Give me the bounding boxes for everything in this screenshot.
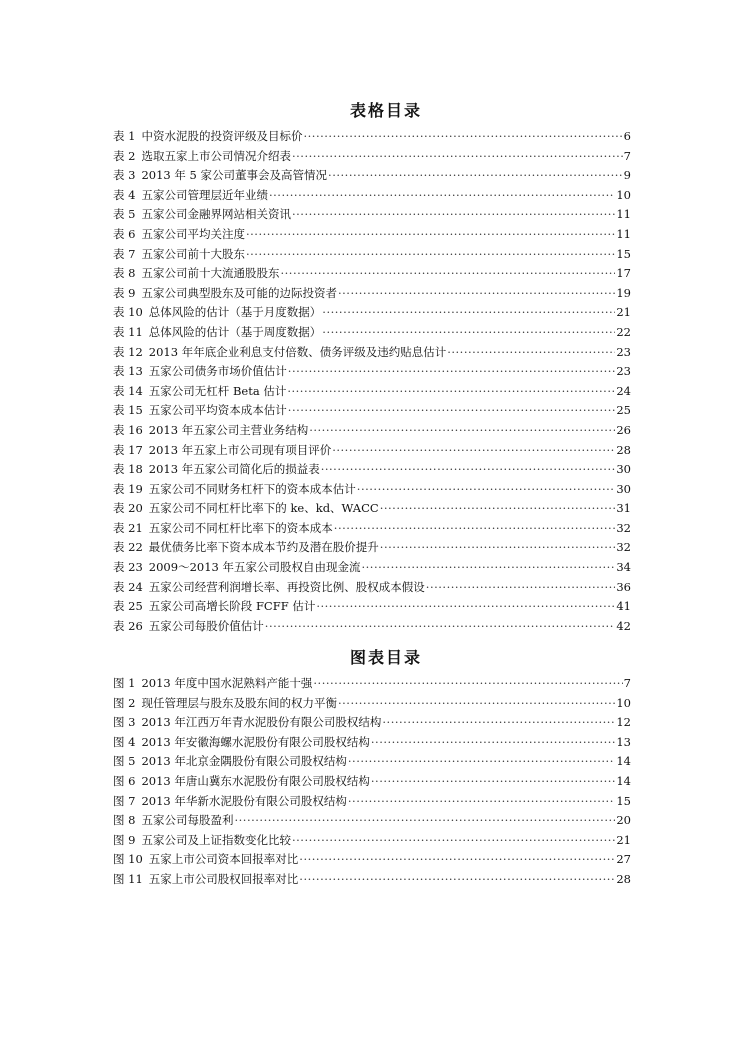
toc-figure-entry[interactable] (113, 773, 631, 793)
entry-page-number: 11 (616, 226, 631, 241)
toc-table-entry[interactable] (113, 579, 631, 599)
entry-label: 表 5 (113, 207, 136, 222)
dot-leader (303, 129, 622, 143)
entry-title: 2013 年年底企业利息支付倍数、债务评级及违约贴息估计 (148, 344, 447, 359)
dot-leader (382, 715, 615, 729)
entry-page-number: 21 (616, 832, 631, 847)
entry-label: 表 4 (113, 187, 136, 202)
entry-page-number: 41 (616, 599, 631, 614)
dot-leader (348, 754, 615, 768)
entry-title: 五家公司不同杠杆比率下的 ke、kd、WACC (148, 501, 379, 516)
entry-page-number: 36 (616, 579, 631, 594)
entry-page-number: 28 (616, 871, 631, 886)
dot-leader (234, 813, 615, 827)
entry-label: 表 11 (113, 324, 143, 339)
entry-page-number: 14 (616, 773, 631, 788)
entry-page-number: 23 (616, 364, 631, 379)
dot-leader (361, 560, 615, 574)
entry-page-number: 12 (616, 715, 631, 730)
entry-page-number: 25 (616, 403, 631, 418)
toc-table-entry[interactable] (113, 442, 631, 462)
entry-page-number: 10 (616, 695, 631, 710)
toc-figure-entry[interactable] (113, 714, 631, 734)
entry-page-number: 15 (616, 246, 631, 261)
toc-figure-entry[interactable] (113, 695, 631, 715)
entry-title: 2013 年度中国水泥熟料产能十强 (141, 676, 313, 690)
entry-label: 表 16 (113, 422, 143, 437)
dot-leader (316, 599, 615, 613)
entry-page-number: 14 (616, 754, 631, 769)
entry-page-number: 6 (623, 129, 631, 143)
dot-leader (371, 774, 615, 788)
toc-table-entry[interactable] (113, 363, 631, 383)
entry-label: 表 13 (113, 364, 143, 379)
toc-figure-entry[interactable] (113, 734, 631, 754)
dot-leader (380, 540, 616, 554)
toc-table-entry[interactable] (113, 383, 631, 403)
toc-figure-entry[interactable] (113, 753, 631, 773)
entry-page-number: 9 (623, 168, 631, 183)
entry-page-number: 32 (616, 520, 631, 535)
toc-table-entry[interactable] (113, 481, 631, 501)
entry-title: 五家上市公司股权回报率对比 (148, 871, 299, 886)
entry-label: 表 9 (113, 285, 136, 300)
toc-table-entry[interactable] (113, 206, 631, 226)
toc-table-entry[interactable] (113, 618, 631, 638)
entry-title: 2009～2013 年五家公司股权自由现金流 (148, 560, 361, 575)
entry-label: 表 7 (113, 246, 136, 261)
toc-table-entry[interactable] (113, 461, 631, 481)
entry-label: 表 15 (113, 403, 143, 418)
entry-title: 2013 年唐山冀东水泥股份有限公司股权结构 (141, 773, 370, 788)
entry-label: 表 22 (113, 540, 143, 555)
entry-title: 2013 年华新水泥股份有限公司股权结构 (141, 793, 347, 808)
entry-page-number: 32 (616, 540, 631, 555)
toc-figure-entry[interactable] (113, 832, 631, 852)
entry-label: 表 6 (113, 226, 136, 241)
entry-label: 图 11 (113, 871, 143, 886)
entry-title: 五家公司前十大流通股股东 (141, 266, 280, 281)
entry-page-number: 26 (616, 422, 631, 437)
toc-table-entry[interactable] (113, 285, 631, 305)
entry-page-number: 31 (616, 501, 631, 516)
entry-page-number: 28 (616, 442, 631, 457)
entry-label: 图 6 (113, 773, 136, 788)
entry-label: 图 7 (113, 793, 136, 808)
entry-title: 2013 年 5 家公司董事会及高管情况 (141, 168, 328, 183)
dot-leader (338, 696, 615, 710)
entry-page-number: 30 (616, 481, 631, 496)
entry-title: 五家公司每股盈利 (141, 813, 234, 828)
entry-page-number: 15 (616, 793, 631, 808)
dot-leader (246, 227, 615, 241)
entry-title: 五家公司经营利润增长率、再投资比例、股权成本假设 (148, 579, 425, 594)
toc-table-entry[interactable] (113, 422, 631, 442)
entry-label: 表 14 (113, 383, 143, 398)
dot-leader (313, 676, 622, 690)
toc-table-entry[interactable] (113, 598, 631, 618)
entry-title: 五家公司平均关注度 (141, 226, 245, 241)
entry-label: 表 21 (113, 520, 143, 535)
entry-title: 五家公司不同财务杠杆下的资本成本估计 (148, 481, 356, 496)
dot-leader (292, 833, 615, 847)
toc-table-entry[interactable] (113, 265, 631, 285)
dot-leader (322, 325, 615, 339)
entry-label: 图 2 (113, 695, 136, 710)
entry-title: 中资水泥股的投资评级及目标价 (141, 129, 303, 143)
entry-page-number: 10 (616, 187, 631, 202)
toc-table-entry[interactable] (113, 304, 631, 324)
entry-label: 表 10 (113, 305, 143, 320)
dot-leader (288, 403, 616, 417)
entry-title: 五家公司不同杠杆比率下的资本成本 (148, 520, 333, 535)
entry-label: 图 4 (113, 734, 136, 749)
toc-figure-entry[interactable] (113, 812, 631, 832)
toc-figure-entry[interactable] (113, 793, 631, 813)
dot-leader (309, 423, 615, 437)
dot-leader (447, 345, 615, 359)
dot-leader (299, 872, 615, 886)
dot-leader (332, 443, 615, 457)
toc-table-entry[interactable] (113, 246, 631, 266)
entry-label: 表 12 (113, 344, 143, 359)
toc-table-entry[interactable] (113, 500, 631, 520)
entry-label: 表 23 (113, 560, 143, 575)
entry-label: 图 8 (113, 813, 136, 828)
entry-title: 选取五家上市公司情况介绍表 (141, 148, 291, 163)
dot-leader (322, 305, 615, 319)
toc-table-entry[interactable] (113, 187, 631, 207)
entry-page-number: 42 (616, 618, 631, 633)
entry-title: 2013 年江西万年青水泥股份有限公司股权结构 (141, 715, 382, 730)
entry-page-number: 22 (616, 324, 631, 339)
entry-title: 五家公司及上证指数变化比较 (141, 832, 291, 847)
entry-label: 图 10 (113, 852, 143, 867)
entry-page-number: 20 (616, 813, 631, 828)
toc-table-entry[interactable] (113, 402, 631, 422)
entry-title: 2013 年五家上市公司现有项目评价 (148, 442, 332, 457)
entry-title: 五家公司典型股东及可能的边际投资者 (141, 285, 337, 300)
entry-title: 五家公司金融界网站相关资讯 (141, 207, 291, 222)
entry-title: 五家公司前十大股东 (141, 246, 245, 261)
entry-title: 2013 年五家公司主营业务结构 (148, 422, 309, 437)
entry-title: 2013 年五家公司简化后的损益表 (148, 462, 320, 477)
dot-leader (357, 482, 616, 496)
entry-title: 2013 年安徽海螺水泥股份有限公司股权结构 (141, 734, 370, 749)
entry-label: 表 24 (113, 579, 143, 594)
figures-toc-list (113, 675, 631, 891)
toc-table-entry[interactable] (113, 167, 631, 187)
entry-page-number: 7 (623, 148, 631, 163)
entry-title: 总体风险的估计（基于周度数据） (148, 324, 322, 339)
dot-leader (280, 266, 615, 280)
entry-label: 表 25 (113, 599, 143, 614)
entry-title: 五家公司每股价值估计 (148, 618, 264, 633)
entry-label: 表 18 (113, 462, 143, 477)
entry-title: 最优债务比率下资本成本节约及潜在股价提升 (148, 540, 379, 555)
dot-leader (371, 735, 615, 749)
entry-page-number: 23 (616, 344, 631, 359)
toc-figure-entry[interactable] (113, 675, 631, 695)
toc-table-entry[interactable] (113, 344, 631, 364)
dot-leader (246, 247, 615, 261)
entry-title: 五家公司高增长阶段 FCFF 估计 (148, 599, 316, 614)
tables-toc-title: 表格目录 (349, 101, 422, 120)
dot-leader (334, 521, 616, 535)
entry-label: 表 20 (113, 501, 143, 516)
tables-toc-list (113, 128, 631, 637)
entry-title: 2013 年北京金隅股份有限公司股权结构 (141, 754, 347, 769)
entry-label: 图 1 (113, 676, 136, 690)
entry-title: 五家上市公司资本回报率对比 (148, 852, 299, 867)
entry-label: 表 19 (113, 481, 143, 496)
entry-page-number: 24 (616, 383, 631, 398)
dot-leader (269, 188, 615, 202)
entry-label: 表 3 (113, 168, 136, 183)
entry-label: 图 3 (113, 715, 136, 730)
entry-page-number: 11 (616, 207, 631, 222)
entry-label: 图 5 (113, 754, 136, 769)
dot-leader (288, 364, 616, 378)
toc-figure-entry[interactable] (113, 851, 631, 871)
entry-title: 五家公司无杠杆 Beta 估计 (148, 383, 287, 398)
entry-page-number: 17 (616, 266, 631, 281)
entry-title: 五家公司管理层近年业绩 (141, 187, 268, 202)
toc-table-entry[interactable] (113, 226, 631, 246)
toc-figure-entry[interactable] (113, 871, 631, 891)
entry-title: 总体风险的估计（基于月度数据） (148, 305, 322, 320)
dot-leader (292, 149, 623, 163)
dot-leader (299, 852, 615, 866)
entry-page-number: 21 (616, 305, 631, 320)
entry-label: 表 1 (113, 129, 136, 143)
entry-page-number: 30 (616, 462, 631, 477)
toc-table-entry[interactable] (113, 559, 631, 579)
dot-leader (328, 168, 623, 182)
dot-leader (426, 580, 616, 594)
entry-label: 表 17 (113, 442, 143, 457)
figures-toc-title: 图表目录 (349, 648, 422, 667)
toc-table-entry[interactable] (113, 520, 631, 540)
dot-leader (287, 384, 615, 398)
entry-page-number: 19 (616, 285, 631, 300)
dot-leader (292, 207, 615, 221)
entry-page-number: 7 (623, 676, 631, 690)
entry-label: 表 26 (113, 618, 143, 633)
entry-title: 五家公司债务市场价值估计 (148, 364, 287, 379)
entry-page-number: 27 (616, 852, 631, 867)
dot-leader (338, 286, 615, 300)
dot-leader (380, 501, 616, 515)
entry-label: 图 9 (113, 832, 136, 847)
toc-table-entry[interactable] (113, 148, 631, 168)
dot-leader (348, 794, 615, 808)
dot-leader (265, 619, 616, 633)
entry-title: 现任管理层与股东及股东间的权力平衡 (141, 695, 337, 710)
entry-label: 表 2 (113, 148, 136, 163)
toc-table-entry[interactable] (113, 128, 631, 148)
toc-table-entry[interactable] (113, 324, 631, 344)
entry-label: 表 8 (113, 266, 136, 281)
entry-page-number: 13 (616, 734, 631, 749)
toc-table-entry[interactable] (113, 539, 631, 559)
entry-title: 五家公司平均资本成本估计 (148, 403, 287, 418)
entry-page-number: 34 (616, 560, 631, 575)
dot-leader (321, 462, 616, 476)
